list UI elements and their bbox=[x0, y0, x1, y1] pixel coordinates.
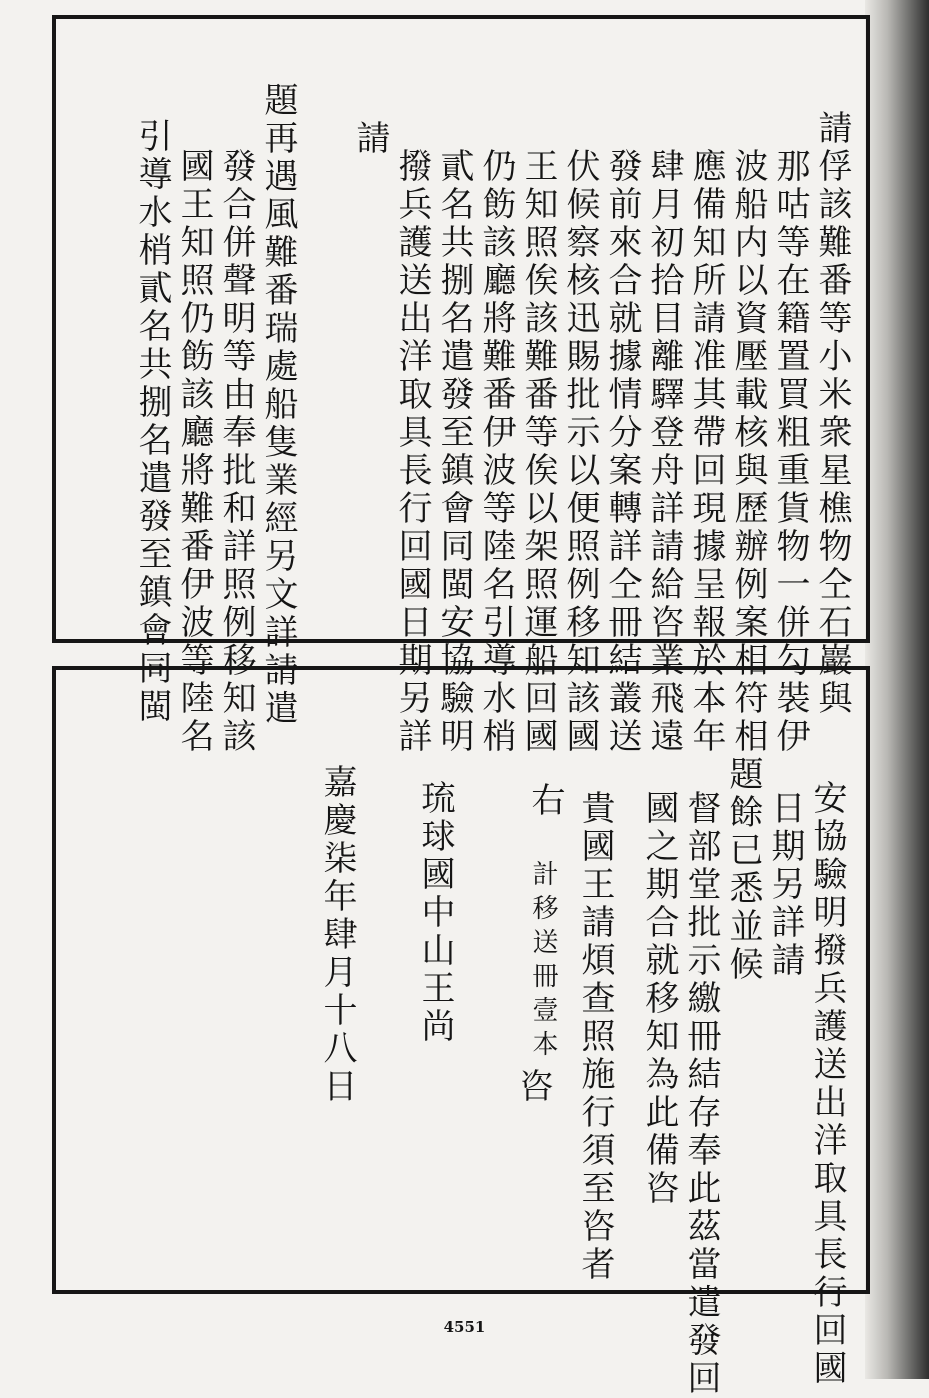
text-column: 請 bbox=[350, 120, 390, 158]
text-column: 發前來合就據情分案轉詳仝冊結叢送 bbox=[602, 148, 642, 756]
text-column: 計移送冊壹本 bbox=[528, 860, 558, 1064]
text-column: 波船内以資壓載核與歷辦例案相符相 bbox=[728, 148, 768, 756]
text-column: 督部堂批示繳冊結存奉此茲當遣發回 bbox=[681, 790, 721, 1398]
text-column: 引導水梢貳名共捌名遣發至鎮會同閩 bbox=[132, 118, 172, 726]
text-column: 應備知所請准其帶回現據呈報於本年 bbox=[686, 148, 726, 756]
text-column: 題再遇風難番瑞處船隻業經另文詳請遣 bbox=[258, 82, 298, 728]
text-column: 撥兵護送出洋取具長行回國日期另詳 bbox=[392, 148, 432, 756]
text-column: 右 bbox=[525, 782, 565, 820]
text-column: 貳名共捌名遣發至鎮會同閩安協驗明 bbox=[434, 148, 474, 756]
text-column: 國之期合就移知為此備咨 bbox=[639, 790, 679, 1208]
text-column: 貴國王請煩查照施行須至咨者 bbox=[575, 790, 615, 1284]
text-column: 安協驗明撥兵護送出洋取具長行回國 bbox=[807, 780, 847, 1388]
text-column: 咨 bbox=[513, 1068, 553, 1106]
book-spine-shadow bbox=[865, 0, 929, 1379]
text-column: 琉球國中山王尚 bbox=[415, 780, 455, 1046]
text-column: 仍飭該廳將難番伊波等陸名引導水梢 bbox=[476, 148, 516, 756]
text-column: 發合併聲明等由奉批和詳照例移知該 bbox=[216, 148, 256, 756]
text-column: 那咕等在籍置買粗重貨物一併勾裝伊 bbox=[770, 148, 810, 756]
text-column: 伏候察核迅賜批示以便照例移知該國 bbox=[560, 148, 600, 756]
text-column: 國王知照仍飭該廳將難番伊波等陸名 bbox=[174, 148, 214, 756]
text-column: 請俘該難番等小米衆星樵物仝石巖與 bbox=[812, 110, 852, 718]
text-column: 肆月初拾目離驛登舟詳請給咨業飛遠 bbox=[644, 148, 684, 756]
text-column: 題餘已悉並候 bbox=[723, 756, 763, 984]
text-column: 日期另詳請 bbox=[765, 790, 805, 980]
page-number: 4551 bbox=[443, 1318, 486, 1336]
text-column: 王知照俟該難番等俟以架照運船回國 bbox=[518, 148, 558, 756]
text-column: 嘉慶柒年肆月十八日 bbox=[317, 764, 357, 1106]
